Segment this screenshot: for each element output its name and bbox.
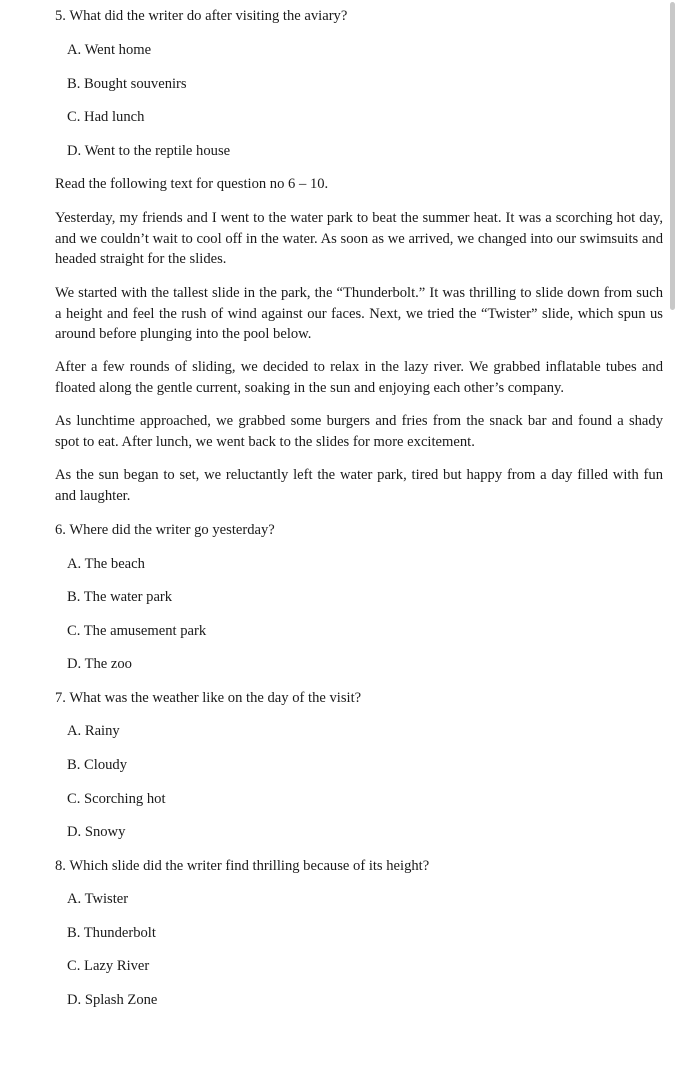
scrollbar-thumb[interactable] [670,2,675,310]
vertical-scrollbar[interactable] [668,0,676,1065]
question-5-option-c: C. Had lunch [67,109,145,125]
question-6-option-a: A. The beach [67,556,145,572]
passage-paragraph-1: Yesterday, my friends and I went to the water park to beat the summer heat. It was a scorching hot day, and we couldn’t wait to cool off in the water. As soon as we arrived, we changed into our swimsuits and headed straight for the slides. [55,210,663,267]
question-8-option-c: C. Lazy River [67,958,150,974]
question-8: 8. Which slide did the writer find thrilling because of its height? [55,858,430,874]
passage-paragraph-3: After a few rounds of sliding, we decided to relax in the lazy river. We grabbed inflatable tubes and floated along the gentle current, soaking in the sun and enjoying each other’s company. [55,359,663,396]
question-8-option-b: B. Thunderbolt [67,925,156,941]
passage-paragraph-2: We started with the tallest slide in the park, the “Thunderbolt.” It was thrilling to slide down from such a height and feel the rush of wind against our faces. Next, we tried the “Twister” slide, which spun us around before plunging into the pool below. [55,285,663,342]
passage-paragraph-4: As lunchtime approached, we grabbed some burgers and fries from the snack bar and found a shady spot to eat. After lunch, we went back to the slides for more excitement. [55,413,663,450]
question-7-option-a: A. Rainy [67,723,120,739]
question-7-option-c: C. Scorching hot [67,791,166,807]
question-5-option-a: A. Went home [67,42,152,58]
question-7-option-d: D. Snowy [67,824,126,840]
question-6-option-d: D. The zoo [67,656,132,672]
question-6: 6. Where did the writer go yesterday? [55,522,275,538]
question-5-option-d: D. Went to the reptile house [67,143,231,159]
reading-instruction: Read the following text for question no 6 – 10. [55,176,329,192]
question-6-option-c: C. The amusement park [67,623,207,639]
question-5-option-b: B. Bought souvenirs [67,76,187,92]
question-6-option-b: B. The water park [67,589,173,605]
question-7: 7. What was the weather like on the day of the visit? [55,690,362,706]
passage-paragraph-5: As the sun began to set, we reluctantly left the water park, tired but happy from a day filled with fun and laughter. [55,467,663,504]
question-8-option-d: D. Splash Zone [67,992,158,1008]
question-8-option-a: A. Twister [67,891,129,907]
question-7-option-b: B. Cloudy [67,757,128,773]
question-5: 5. What did the writer do after visiting the aviary? [55,8,348,24]
